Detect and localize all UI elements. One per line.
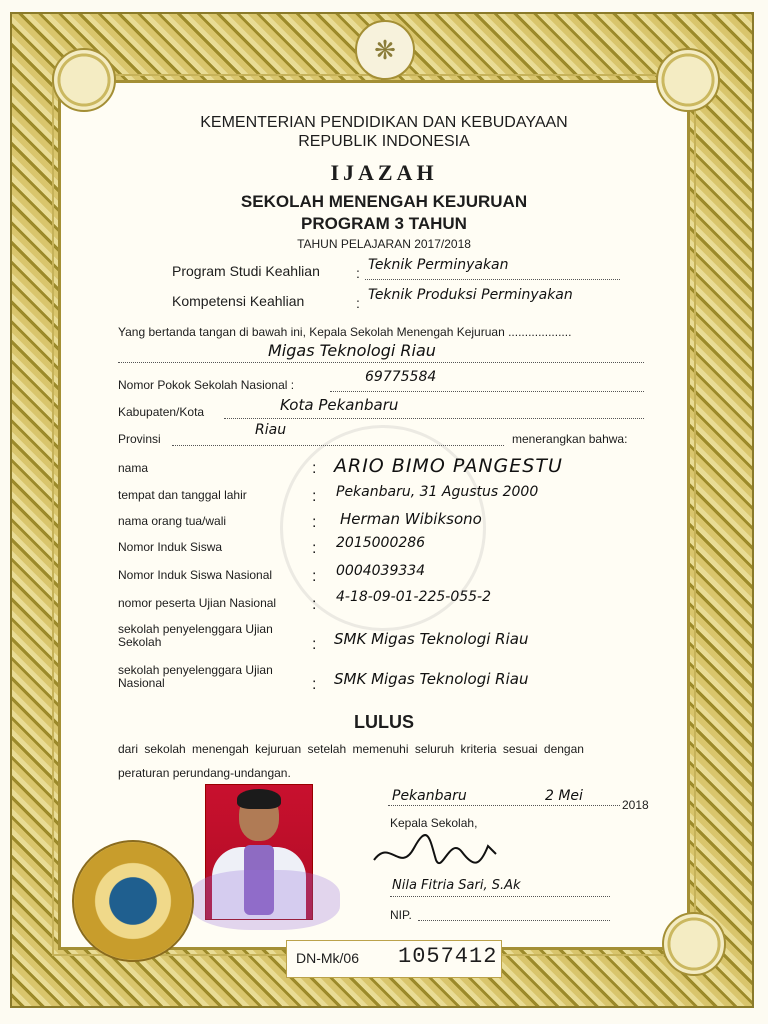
academic-year: TAHUN PELAJARAN 2017/2018 xyxy=(297,237,471,251)
student-label: nama orang tua/wali xyxy=(118,514,227,528)
handwritten-signature-icon xyxy=(370,830,510,878)
student-label: sekolah penyelenggara Ujian Nasional xyxy=(118,663,273,690)
nip-label: NIP. xyxy=(390,908,412,922)
ministry-line-1: KEMENTERIAN PENDIDIKAN DAN KEBUDAYAAN xyxy=(200,114,568,131)
colon: : xyxy=(312,596,317,613)
colon: : xyxy=(356,295,360,311)
npsn-value: 69775584 xyxy=(365,369,437,385)
kabupaten-value: Kota Pekanbaru xyxy=(280,396,399,414)
kompetensi-label: Kompetensi Keahlian xyxy=(172,293,305,309)
dotted-line xyxy=(418,920,610,921)
signature-year: 2018 xyxy=(622,798,649,812)
signature-date: 2 Mei xyxy=(545,788,583,804)
student-label: Nomor Induk Siswa Nasional xyxy=(118,568,273,582)
parent-name: Herman Wibiksono xyxy=(340,510,482,528)
colon: : xyxy=(312,488,317,505)
program-studi-value: Teknik Perminyakan xyxy=(368,257,509,273)
student-label: nama xyxy=(118,461,149,475)
nis-value: 2015000286 xyxy=(336,535,426,551)
result-desc-line-1: dari sekolah menengah kejuruan setelah memenuhi seluruh kriteria sesuai dengan xyxy=(118,742,584,756)
provinsi-label: Provinsi xyxy=(118,432,161,446)
birth-place-date: Pekanbaru, 31 Agustus 2000 xyxy=(336,484,539,500)
provinsi-value: Riau xyxy=(255,422,287,438)
colon: : xyxy=(312,514,317,531)
corner-ornament-icon xyxy=(52,48,116,112)
colon: : xyxy=(312,636,317,653)
dotted-line xyxy=(172,445,504,446)
colon: : xyxy=(312,460,317,477)
school-type: SEKOLAH MENENGAH KEJURUAN xyxy=(240,192,528,211)
intro-text: Yang bertanda tangan di bawah ini, Kepala Sekolah Menengah Kejuruan ................... xyxy=(118,325,572,339)
corner-ornament-icon xyxy=(662,912,726,976)
student-label: nomor peserta Ujian Nasional xyxy=(118,596,277,610)
dotted-line xyxy=(224,418,644,419)
dotted-line xyxy=(388,805,620,806)
ministry-line-2: REPUBLIK INDONESIA xyxy=(298,133,470,150)
colon: : xyxy=(312,540,317,557)
document-title: IJAZAH xyxy=(330,160,438,185)
signature-place: Pekanbaru xyxy=(392,788,467,804)
serial-number: 1057412 xyxy=(398,944,498,969)
student-label: tempat dan tanggal lahir xyxy=(118,488,247,502)
dotted-line xyxy=(365,279,620,280)
student-label: sekolah penyelenggara Ujian Sekolah xyxy=(118,622,273,649)
student-name: ARIO BIMO PANGESTU xyxy=(334,455,563,477)
serial-code: DN-Mk/06 xyxy=(296,950,360,966)
colon: : xyxy=(312,568,317,585)
nisn-value: 0004039334 xyxy=(336,563,426,579)
result-status: LULUS xyxy=(354,712,414,732)
result-desc-line-2: peraturan perundang-undangan. xyxy=(118,766,291,780)
colon: : xyxy=(312,676,317,693)
program-studi-label: Program Studi Keahlian xyxy=(172,263,320,279)
signature-role: Kepala Sekolah, xyxy=(390,816,478,830)
signatory-name: Nila Fitria Sari, S.Ak xyxy=(392,878,521,893)
dotted-line xyxy=(118,362,644,363)
school-stamp-icon xyxy=(190,870,340,930)
dotted-line xyxy=(330,391,644,392)
exam-school-value: SMK Migas Teknologi Riau xyxy=(334,630,529,648)
ministry-seal-icon xyxy=(72,840,194,962)
garuda-emblem-icon: ❋ xyxy=(355,20,415,80)
kompetensi-value: Teknik Produksi Perminyakan xyxy=(368,287,573,303)
dotted-line xyxy=(390,896,610,897)
kabupaten-label: Kabupaten/Kota xyxy=(118,405,205,419)
national-exam-school-value: SMK Migas Teknologi Riau xyxy=(334,670,529,688)
npsn-label: Nomor Pokok Sekolah Nasional : xyxy=(118,378,295,392)
corner-ornament-icon xyxy=(656,48,720,112)
colon: : xyxy=(356,265,360,281)
menerangkan-text: menerangkan bahwa: xyxy=(512,432,628,446)
exam-number-value: 4-18-09-01-225-055-2 xyxy=(336,589,492,605)
student-label: Nomor Induk Siswa xyxy=(118,540,223,554)
school-name: Migas Teknologi Riau xyxy=(268,341,436,360)
program-duration: PROGRAM 3 TAHUN xyxy=(301,214,467,233)
